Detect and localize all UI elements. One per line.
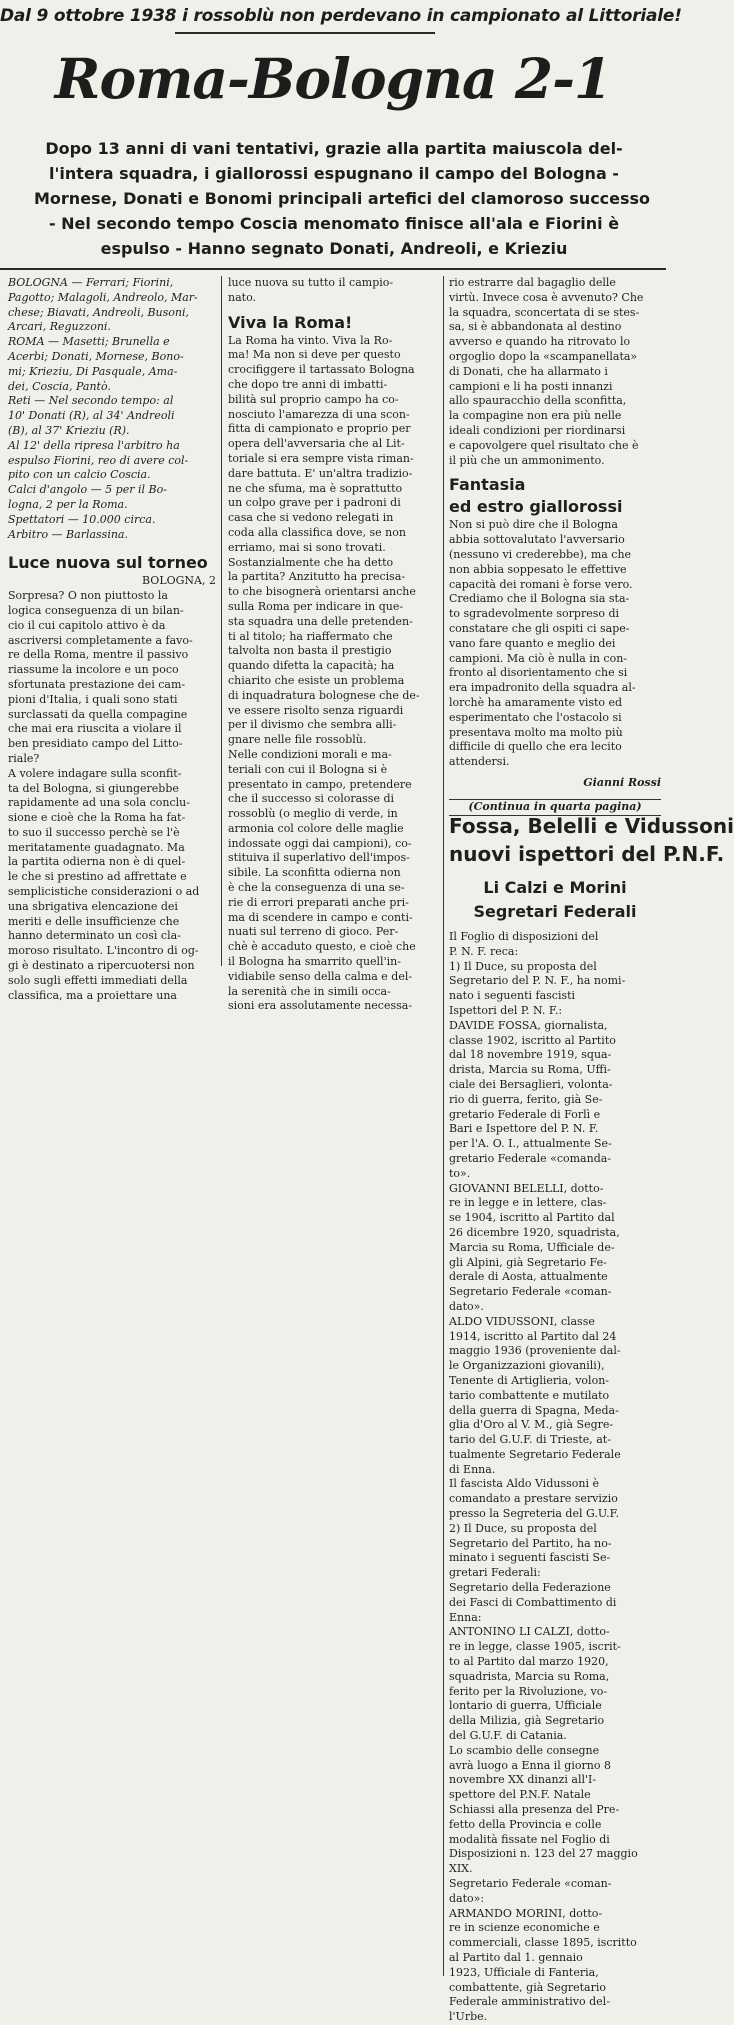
text-line: la squadra, sconcertata di se stes- bbox=[449, 305, 640, 319]
text-line: ma! Ma non si deve per questo bbox=[228, 348, 401, 362]
article-body-col2 bbox=[228, 334, 438, 1015]
text-line: tualmente Segretario Federale bbox=[449, 1447, 621, 1461]
text-line: nato i seguenti fascisti bbox=[449, 989, 576, 1003]
text-line: indossate oggi dai campioni), co- bbox=[228, 836, 412, 850]
text-line: le che si prestino ad affrettate e bbox=[8, 870, 187, 884]
text-line: (nessuno vi crederebbe), ma che bbox=[449, 547, 632, 561]
text-line: spettore del P.N.F. Natale bbox=[449, 1788, 591, 1802]
text-line: ascriversi completamente a favo- bbox=[8, 633, 193, 647]
text-line: ideali condizioni per riordinarsi bbox=[449, 423, 626, 437]
text-line: tario del G.U.F. di Trieste, at- bbox=[449, 1433, 611, 1447]
text-line: minato i seguenti fascisti Se- bbox=[449, 1551, 611, 1565]
text-line: e capovolgere quel risultato che è bbox=[449, 438, 639, 452]
text-line: stituiva il superlativo dell'impos- bbox=[228, 851, 410, 865]
text-line: hanno determinato un così cla- bbox=[8, 929, 181, 943]
text-line: sulla Roma per indicare in que- bbox=[228, 599, 404, 613]
text-line: La Roma ha vinto. Viva la Ro- bbox=[228, 333, 393, 347]
text-line: drista, Marcia su Roma, Uffi- bbox=[449, 1063, 611, 1077]
text-line: riale? bbox=[8, 751, 40, 765]
text-line: ferito per la Rivoluzione, vo- bbox=[449, 1684, 608, 1698]
text-line: modalità fissate nel Foglio di bbox=[449, 1832, 610, 1846]
text-line: to che bisognerà orientarsi anche bbox=[228, 585, 416, 599]
text-line: bilità sul proprio campo ha co- bbox=[228, 392, 399, 406]
text-line: 26 dicembre 1920, squadrista, bbox=[449, 1225, 620, 1239]
text-line: campioni. Ma ciò è nulla in con- bbox=[449, 651, 627, 665]
column-divider bbox=[443, 966, 444, 1976]
text-line: orgoglio dopo la «scampanellata» bbox=[449, 349, 638, 363]
text-line: gretari Federali: bbox=[449, 1566, 541, 1580]
box-subtitle-1: Li Calzi e Morini bbox=[483, 878, 627, 897]
article-body-box bbox=[449, 930, 661, 2025]
text-line: constatare che gli ospiti ci sape- bbox=[449, 621, 630, 635]
text-line: gi è destinato a ripercuotersi non bbox=[8, 959, 195, 973]
text-line: attendersi. bbox=[449, 755, 510, 769]
text-line: moroso risultato. L'incontro di og- bbox=[8, 944, 199, 958]
text-line: Spettatori — 10.000 circa. bbox=[8, 512, 156, 526]
text-line: non abbia soppesato le effettive bbox=[449, 562, 627, 576]
article-body-col3 bbox=[449, 276, 661, 468]
text-line: Arcari, Reguzzoni. bbox=[8, 320, 111, 334]
text-line: Segretario del Partito, ha no- bbox=[449, 1536, 612, 1550]
text-line: nosciuto l'amarezza di una scon- bbox=[228, 407, 410, 421]
text-line: la serenità che in simili occa- bbox=[228, 984, 391, 998]
text-line: solo sugli effetti immediati della bbox=[8, 973, 188, 987]
text-line: erriamo, mai si sono trovati. bbox=[228, 540, 386, 554]
text-line: rie di errori preparati anche pri- bbox=[228, 895, 409, 909]
text-line: logna, 2 per la Roma. bbox=[8, 497, 128, 511]
article-body-col1 bbox=[8, 589, 216, 1003]
box-subtitle-2: Segretari Federali bbox=[473, 902, 637, 921]
text-line: rio di guerra, ferito, già Se- bbox=[449, 1092, 603, 1106]
text-line: ROMA — Masetti; Brunella e bbox=[8, 335, 170, 349]
text-line: la partita? Anzitutto ha precisa- bbox=[228, 570, 406, 584]
text-line: dal 18 novembre 1919, squa- bbox=[449, 1048, 612, 1062]
text-line: glia d'Oro al V. M., già Segre- bbox=[449, 1418, 614, 1432]
headline: Roma-Bologna 2-1 bbox=[54, 46, 612, 111]
text-line: chese; Biavati, Andreoli, Busoni, bbox=[8, 305, 190, 319]
dateline: BOLOGNA, 2 bbox=[142, 574, 216, 588]
text-line: ve essere risolto senza riguardi bbox=[228, 703, 404, 717]
text-line: squadrista, Marcia su Roma, bbox=[449, 1669, 610, 1683]
text-line: Il Foglio di disposizioni del bbox=[449, 930, 599, 943]
text-line: che il successo si colorasse di bbox=[228, 792, 395, 806]
text-line: meritatamente guadagnato. Ma bbox=[8, 840, 185, 854]
text-line: se 1904, iscritto al Partito dal bbox=[449, 1211, 615, 1225]
box-title-2: nuovi ispettori del P.N.F. bbox=[449, 842, 725, 866]
text-line: allo spauracchio della sconfitta, bbox=[449, 394, 627, 408]
text-line: opera dell'avversaria che al Lit- bbox=[228, 437, 405, 451]
subtitle-fantasia: Fantasia bbox=[449, 475, 526, 495]
text-line: Disposizioni n. 123 del 27 maggio bbox=[449, 1847, 638, 1861]
text-line: ne che sfuma, ma è soprattutto bbox=[228, 481, 403, 495]
text-line: BOLOGNA — Ferrari; Fiorini, bbox=[8, 276, 174, 289]
continued-notice: (Continua in quarta pagina) bbox=[449, 799, 661, 816]
text-line: di inquadratura bolognese che de- bbox=[228, 688, 420, 702]
box-title-1: Fossa, Belelli e Vidussoni bbox=[449, 814, 734, 838]
text-line: 2) Il Duce, su proposta del bbox=[449, 1521, 597, 1535]
text-line: P. N. F. reca: bbox=[449, 944, 519, 958]
text-line: capacità dei romani è forse vero. bbox=[449, 577, 633, 591]
deck-line: Dopo 13 anni di vani tentativi, grazie alla partita maiuscola del- bbox=[45, 139, 623, 158]
deck-line: Mornese, Donati e Bonomi principali artefici del clamoroso successo bbox=[34, 189, 651, 208]
text-line: ti al titolo; ha riaffermato che bbox=[228, 629, 393, 643]
text-line: to». bbox=[449, 1166, 471, 1180]
deck-line: l'intera squadra, i giallorossi espugnano il campo del Bologna - bbox=[49, 164, 619, 183]
text-line: sione e cioè che la Roma ha fat- bbox=[8, 811, 186, 825]
text-line: dare battuta. E' un'altra tradizio- bbox=[228, 466, 413, 480]
text-line: nato. bbox=[228, 290, 256, 304]
text-line: riassume la incolore e un poco bbox=[8, 663, 179, 677]
text-line: toriale si era sempre vista riman- bbox=[228, 451, 414, 465]
match-lineup bbox=[8, 276, 216, 542]
text-line: lontario di guerra, Ufficiale bbox=[449, 1699, 602, 1713]
text-line: Marcia su Roma, Ufficiale de- bbox=[449, 1240, 615, 1254]
text-line: coda alla classifica dove, se non bbox=[228, 525, 406, 539]
text-line: di Donati, che ha allarmato i bbox=[449, 364, 608, 378]
text-line: Federale amministrativo del- bbox=[449, 1995, 610, 2009]
text-line: sa, si è abbandonata al destino bbox=[449, 320, 622, 334]
text-line: ciale dei Bersaglieri, volonta- bbox=[449, 1077, 613, 1091]
text-line: la compagine non era più nelle bbox=[449, 409, 622, 423]
column-3 bbox=[449, 276, 661, 816]
text-line: to sgradevolmente sorpreso di bbox=[449, 607, 620, 621]
text-line: classifica, ma a proiettare una bbox=[8, 988, 177, 1002]
text-line: fronto al disorientamento che si bbox=[449, 666, 628, 680]
text-line: sta squadra una delle pretenden- bbox=[228, 614, 413, 628]
text-line: A volere indagare sulla sconfit- bbox=[8, 766, 182, 780]
text-line: Sostanzialmente che ha detto bbox=[228, 555, 394, 569]
text-line: Ispettori del P. N. F.: bbox=[449, 1003, 563, 1017]
text-line: pito con un calcio Coscia. bbox=[8, 468, 151, 482]
text-line: Crediamo che il Bologna sia sta- bbox=[449, 592, 630, 606]
text-line: ta del Bologna, si giungerebbe bbox=[8, 781, 179, 795]
column-1 bbox=[8, 276, 216, 1003]
text-line: il più che un ammonimento. bbox=[449, 453, 605, 467]
text-line: è che la conseguenza di una se- bbox=[228, 881, 405, 895]
text-line: teriali con cui il Bologna si è bbox=[228, 762, 388, 776]
text-line: presentava molto ma molto più bbox=[449, 725, 623, 739]
text-line: mi; Krieziu, Di Pasquale, Ama- bbox=[8, 364, 178, 378]
text-line: 1) Il Duce, su proposta del bbox=[449, 959, 597, 973]
text-line: rio estrarre dal bagaglio delle bbox=[449, 276, 616, 289]
text-line: Segretario del P. N. F., ha nomi- bbox=[449, 974, 626, 988]
text-line: Non si può dire che il Bologna bbox=[449, 518, 618, 532]
text-line: sibile. La sconfitta odierna non bbox=[228, 866, 401, 880]
text-line: gnare nelle file rossoblù. bbox=[228, 733, 367, 747]
text-line: dei, Coscia, Pantò. bbox=[8, 379, 111, 393]
text-line: luce nuova su tutto il campio- bbox=[228, 276, 394, 289]
text-line: Reti — Nel secondo tempo: al bbox=[8, 394, 174, 408]
author-signature: Gianni Rossi bbox=[583, 775, 661, 789]
text-line: l'Urbe. bbox=[449, 2010, 488, 2024]
text-line: Segretario Federale «coman- bbox=[449, 1285, 612, 1299]
text-line: re della Roma, mentre il passivo bbox=[8, 648, 189, 662]
text-line: crocifiggere il tartassato Bologna bbox=[228, 363, 415, 377]
text-line: Nelle condizioni morali e ma- bbox=[228, 747, 392, 761]
text-line: espulso Fiorini, reo di avere col- bbox=[8, 453, 189, 467]
subtitle-viva-la-roma: Viva la Roma! bbox=[228, 312, 353, 332]
text-line: GIOVANNI BELELLI, dotto- bbox=[449, 1181, 604, 1195]
text-line: 1923, Ufficiale di Fanteria, bbox=[449, 1965, 599, 1979]
text-line: cio il cui capitolo attivo è da bbox=[8, 618, 166, 632]
column-divider bbox=[221, 276, 222, 966]
text-line: ben presidiato campo del Litto- bbox=[8, 737, 183, 751]
text-line: re in legge, classe 1905, iscrit- bbox=[449, 1640, 621, 1654]
text-line: Acerbi; Donati, Mornese, Bono- bbox=[8, 349, 184, 363]
text-line: semplicistiche considerazioni o ad bbox=[8, 885, 200, 899]
kicker-underline bbox=[175, 32, 435, 34]
text-line: XIX. bbox=[449, 1862, 473, 1876]
text-line: fetto della Provincia e colle bbox=[449, 1817, 602, 1831]
text-line: avverso e quando ha ritrovato lo bbox=[449, 335, 631, 349]
text-line: casa che si vedono relegati in bbox=[228, 511, 394, 525]
text-line: un colpo grave per i padroni di bbox=[228, 496, 401, 510]
text-line: 10' Donati (R), al 34' Andreoli bbox=[8, 409, 175, 423]
text-line: Sorpresa? O non piuttosto la bbox=[8, 589, 168, 603]
text-line: talvolta non basta il prestigio bbox=[228, 644, 392, 658]
subtitle-estro: ed estro giallorossi bbox=[449, 497, 623, 517]
article-body-col3b bbox=[449, 518, 661, 770]
text-line: Il fascista Aldo Vidussoni è bbox=[449, 1477, 599, 1491]
text-line: Enna: bbox=[449, 1610, 482, 1624]
text-line: rapidamente ad una sola conclu- bbox=[8, 796, 190, 810]
text-line: (B), al 37' Krieziu (R). bbox=[8, 423, 130, 437]
deck-line: espulso - Hanno segnato Donati, Andreoli, e Krieziu bbox=[100, 239, 568, 258]
text-line: campioni e li ha posti innanzi bbox=[449, 379, 613, 393]
text-line: dato»: bbox=[449, 1891, 485, 1905]
text-line: derale di Aosta, attualmente bbox=[449, 1270, 608, 1284]
text-line: quando difetta la capacità; ha bbox=[228, 659, 395, 673]
text-line: presentato in campo, pretendere bbox=[228, 777, 412, 791]
deck-line: - Nel secondo tempo Coscia menomato finisce all'ala e Fiorini è bbox=[48, 214, 620, 233]
text-line: la partita odierna non è di quel- bbox=[8, 855, 186, 869]
text-line: del G.U.F. di Catania. bbox=[449, 1729, 567, 1743]
text-line: classe 1902, iscritto al Partito bbox=[449, 1033, 616, 1047]
text-line: Lo scambio delle consegne bbox=[449, 1743, 600, 1757]
text-line: sioni era assolutamente necessa- bbox=[228, 999, 413, 1013]
text-line: logica conseguenza di un bilan- bbox=[8, 603, 184, 617]
text-line: della guerra di Spagna, Meda- bbox=[449, 1403, 619, 1417]
text-line: chè è accaduto questo, e cioè che bbox=[228, 940, 416, 954]
text-line: ARMANDO MORINI, dotto- bbox=[449, 1906, 603, 1920]
text-line: di Enna. bbox=[449, 1462, 496, 1476]
text-line: chiarito che esiste un problema bbox=[228, 673, 405, 687]
text-line: Bari e Ispettore del P. N. F. bbox=[449, 1122, 599, 1136]
text-line: DAVIDE FOSSA, giornalista, bbox=[449, 1018, 608, 1032]
text-line: abbia sottovalutato l'avversario bbox=[449, 533, 625, 547]
text-line: Arbitro — Barlassina. bbox=[8, 527, 128, 541]
text-line: Schiassi alla presenza del Pre- bbox=[449, 1803, 620, 1817]
text-line: ma di scendere in campo e conti- bbox=[228, 910, 413, 924]
text-line: rossoblù (o meglio di verde, in bbox=[228, 807, 398, 821]
text-line: dei Fasci di Combattimento di bbox=[449, 1595, 617, 1609]
text-line: Segretario della Federazione bbox=[449, 1581, 611, 1595]
text-line: che mai era riuscita a violare il bbox=[8, 722, 182, 736]
text-line: sfortunata prestazione dei cam- bbox=[8, 677, 186, 691]
text-line: gretario Federale di Forlì e bbox=[449, 1107, 601, 1121]
text-line: pioni d'Italia, i quali sono stati bbox=[8, 692, 178, 706]
text-line: difficile di quello che era lecito bbox=[449, 740, 622, 754]
text-line: re in legge e in lettere, clas- bbox=[449, 1196, 607, 1210]
party-news-article bbox=[449, 812, 734, 2025]
text-line: surclassati da quella compagine bbox=[8, 707, 188, 721]
text-line: che dopo tre anni di imbatti- bbox=[228, 377, 388, 391]
text-line: Calci d'angolo — 5 per il Bo- bbox=[8, 483, 167, 497]
text-line: gretario Federale «comanda- bbox=[449, 1151, 612, 1165]
column-2 bbox=[228, 276, 438, 1014]
text-line: to suo il successo perchè se l'è bbox=[8, 825, 180, 839]
text-line: Pagotto; Malagoli, Andreolo, Mar- bbox=[8, 290, 198, 304]
text-line: una sbrigativa elencazione dei bbox=[8, 899, 178, 913]
subtitle-luce-nuova: Luce nuova sul torneo bbox=[8, 553, 208, 573]
text-line: lorchè ha amaramente visto ed bbox=[449, 695, 623, 709]
text-line: vano fare quanto e meglio dei bbox=[449, 636, 616, 650]
kicker-line: Dal 9 ottobre 1938 i rossoblù non perdevano in campionato al Littoriale! bbox=[0, 6, 682, 26]
text-line: 1914, iscritto al Partito dal 24 bbox=[449, 1329, 617, 1343]
text-line: maggio 1936 (proveniente dal- bbox=[449, 1344, 621, 1358]
text-line: to al Partito dal marzo 1920, bbox=[449, 1655, 609, 1669]
text-line: Al 12' della ripresa l'arbitro ha bbox=[8, 438, 180, 452]
text-line: gli Alpini, già Segretario Fe- bbox=[449, 1255, 607, 1269]
text-line: fitta di campionato e proprio per bbox=[228, 422, 411, 436]
text-line: il Bologna ha smarrito quell'in- bbox=[228, 955, 401, 969]
text-line: tario combattente e mutilato bbox=[449, 1388, 610, 1402]
header-divider bbox=[0, 268, 666, 270]
text-line: ANTONINO LI CALZI, dotto- bbox=[449, 1625, 610, 1639]
text-line: vidiabile senso della calma e del- bbox=[228, 969, 413, 983]
text-line: comandato a prestare servizio bbox=[449, 1492, 618, 1506]
text-line: per il divismo che sembra alli- bbox=[228, 718, 397, 732]
text-line: armonia col colore delle maglie bbox=[228, 821, 404, 835]
text-line: ALDO VIDUSSONI, classe bbox=[449, 1314, 595, 1328]
text-line: per l'A. O. I., attualmente Se- bbox=[449, 1137, 612, 1151]
text-line: meriti e delle insufficienze che bbox=[8, 914, 180, 928]
text-line: della Milizia, già Segretario bbox=[449, 1714, 605, 1728]
text-line: re in scienze economiche e bbox=[449, 1921, 600, 1935]
article-continuation bbox=[228, 276, 438, 306]
text-line: novembre XX dinanzi all'I- bbox=[449, 1773, 597, 1787]
text-line: commerciali, classe 1895, iscritto bbox=[449, 1936, 637, 1950]
text-line: dato». bbox=[449, 1299, 484, 1313]
text-line: avrà luogo a Enna il giorno 8 bbox=[449, 1758, 611, 1772]
text-line: esperimentato che l'ostacolo si bbox=[449, 710, 622, 724]
text-line: combattente, già Segretario bbox=[449, 1980, 607, 1994]
text-line: era impadronito della squadra al- bbox=[449, 681, 636, 695]
text-line: al Partito dal 1. gennaio bbox=[449, 1950, 583, 1964]
text-line: Tenente di Artiglieria, volon- bbox=[449, 1373, 609, 1387]
column-divider bbox=[443, 276, 444, 966]
text-line: nuati sul terreno di gioco. Per- bbox=[228, 925, 399, 939]
text-line: virtù. Invece cosa è avvenuto? Che bbox=[449, 290, 644, 304]
text-line: presso la Segreteria del G.U.F. bbox=[449, 1507, 620, 1521]
text-line: le Organizzazioni giovanili), bbox=[449, 1359, 605, 1373]
text-line: Segretario Federale «coman- bbox=[449, 1877, 612, 1890]
deck bbox=[34, 136, 651, 261]
